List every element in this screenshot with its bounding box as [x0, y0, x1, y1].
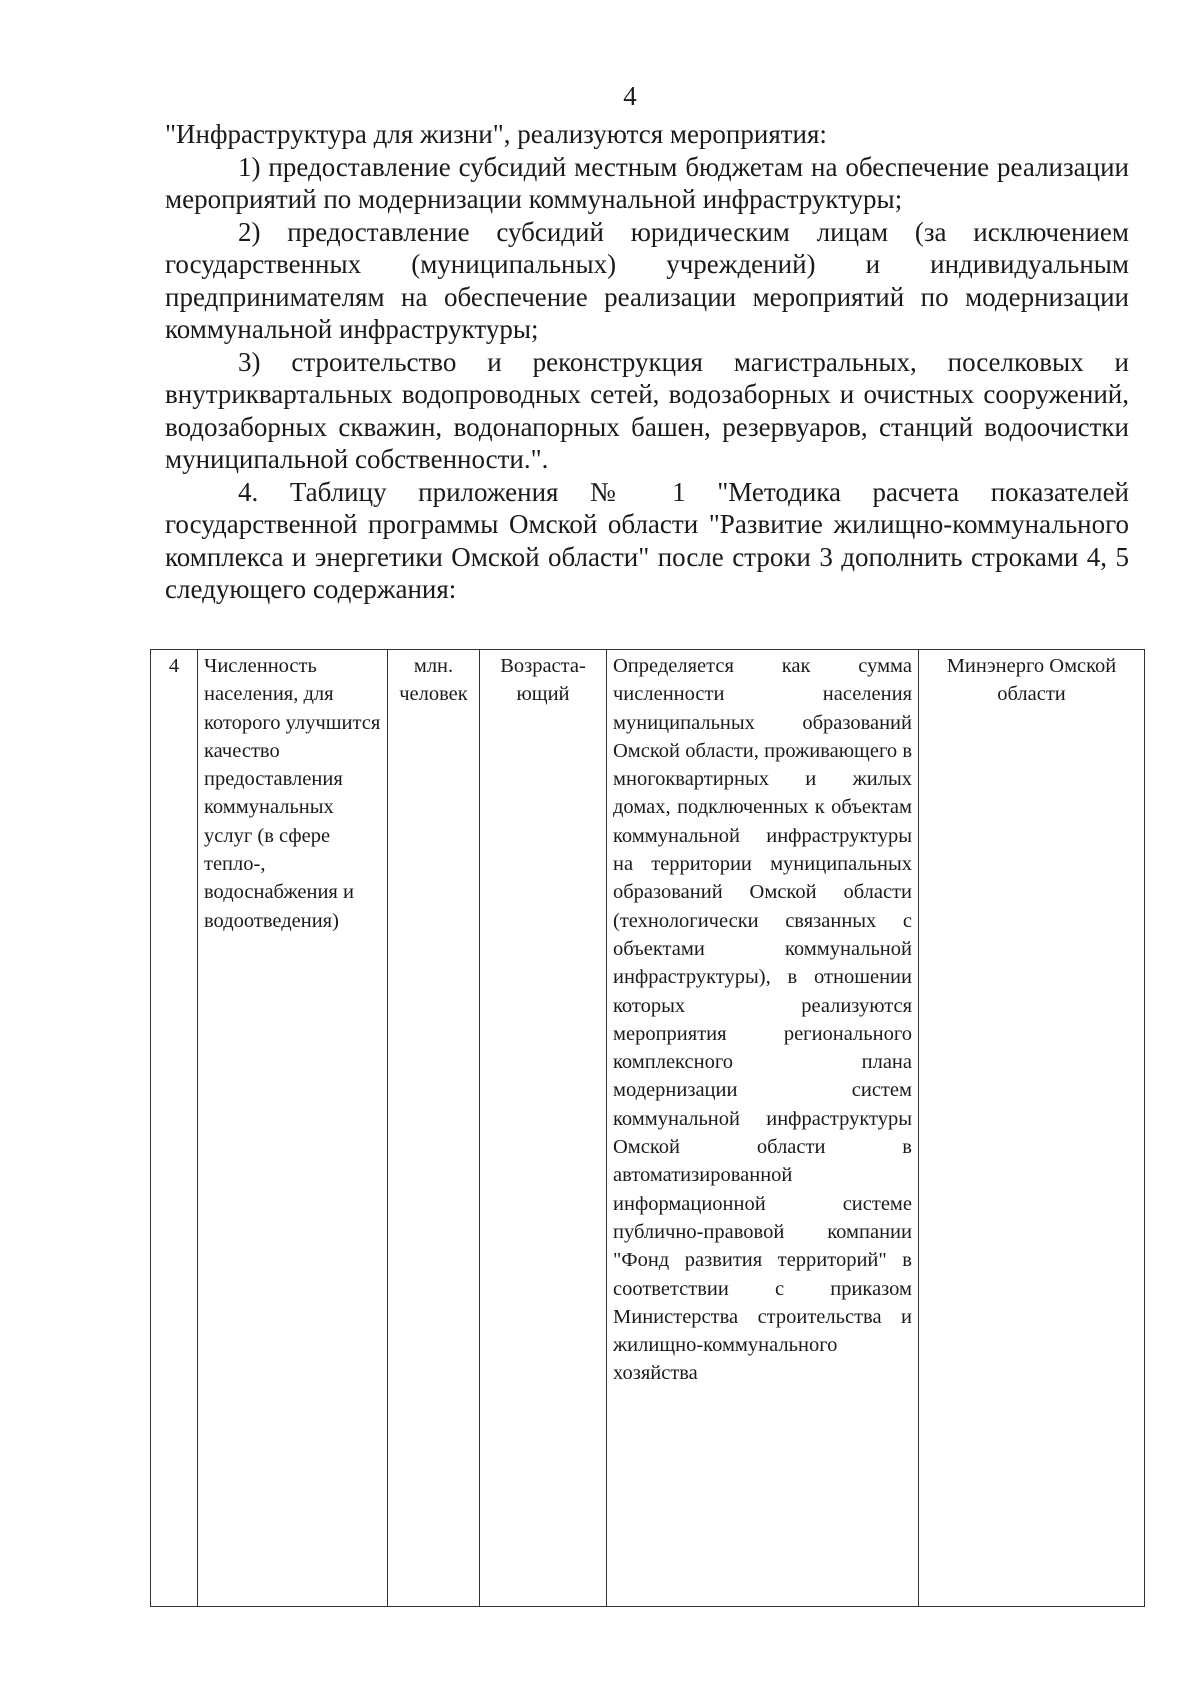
cell-calculation-method: Определяется как сумма численности населения муниципальных образований Омской области, проживающего в многоквартирных и жилых домах, подключенных к объектам коммунальной инфраструктуры на территории муниципальных образований Омской области (технологически связанных с объектами коммунальной инфраструктуры), в отношении которых реализуются мероприятия регионального комплексного плана модернизации систем коммунальной инфраструктуры Омской области в автоматизированной информационной системе публично-правовой компании "Фонд развития территорий" в соответствии с приказом Министерства строительства и жилищно-коммунального хозяйства — [607, 650, 919, 1607]
cell-dynamics: Возраста-ющий — [480, 650, 607, 1607]
paragraph-section-4: 4. Таблицу приложения № 1 "Методика расчета показателей государственной программы Омской области "Развитие жилищно-коммунального комплекса и энергетики Омской области" после строки 3 дополнить строками 4, 5 следующего содержания: — [165, 476, 1129, 604]
paragraph-item-2: 2) предоставление субсидий юридическим лицам (за исключением государственных (муниципальных) учреждений) и индивидуальным предпринимателям на обеспечение реализации мероприятий по модернизации коммунальной инфраструктуры; — [165, 216, 1129, 344]
cell-row-number: 4 — [151, 650, 198, 1607]
cell-unit: млн. человек — [388, 650, 480, 1607]
paragraph-item-3: 3) строительство и реконструкция магистральных, поселковых и внутриквартальных водопроводных сетей, водозаборных и очистных сооружений, водозаборных скважин, водонапорных башен, резервуаров, станций водоочистки муниципальной собственности.". — [165, 346, 1129, 474]
indicator-table — [150, 649, 1145, 1607]
document-body — [165, 118, 1129, 606]
paragraph-continuation: "Инфраструктура для жизни", реализуются мероприятия: — [165, 119, 827, 149]
paragraph-item-1: 1) предоставление субсидий местным бюджетам на обеспечение реализации мероприятий по модернизации коммунальной инфраструктуры; — [165, 151, 1129, 214]
cell-indicator-name: Численность населения, для которого улучшится качество предоставления коммунальных услуг (в сфере тепло-, водоснабжения и водоотведения) — [198, 650, 388, 1607]
cell-responsible-body: Минэнерго Омской области — [919, 650, 1145, 1607]
table-row — [151, 650, 1145, 1607]
page-number: 4 — [623, 81, 637, 111]
